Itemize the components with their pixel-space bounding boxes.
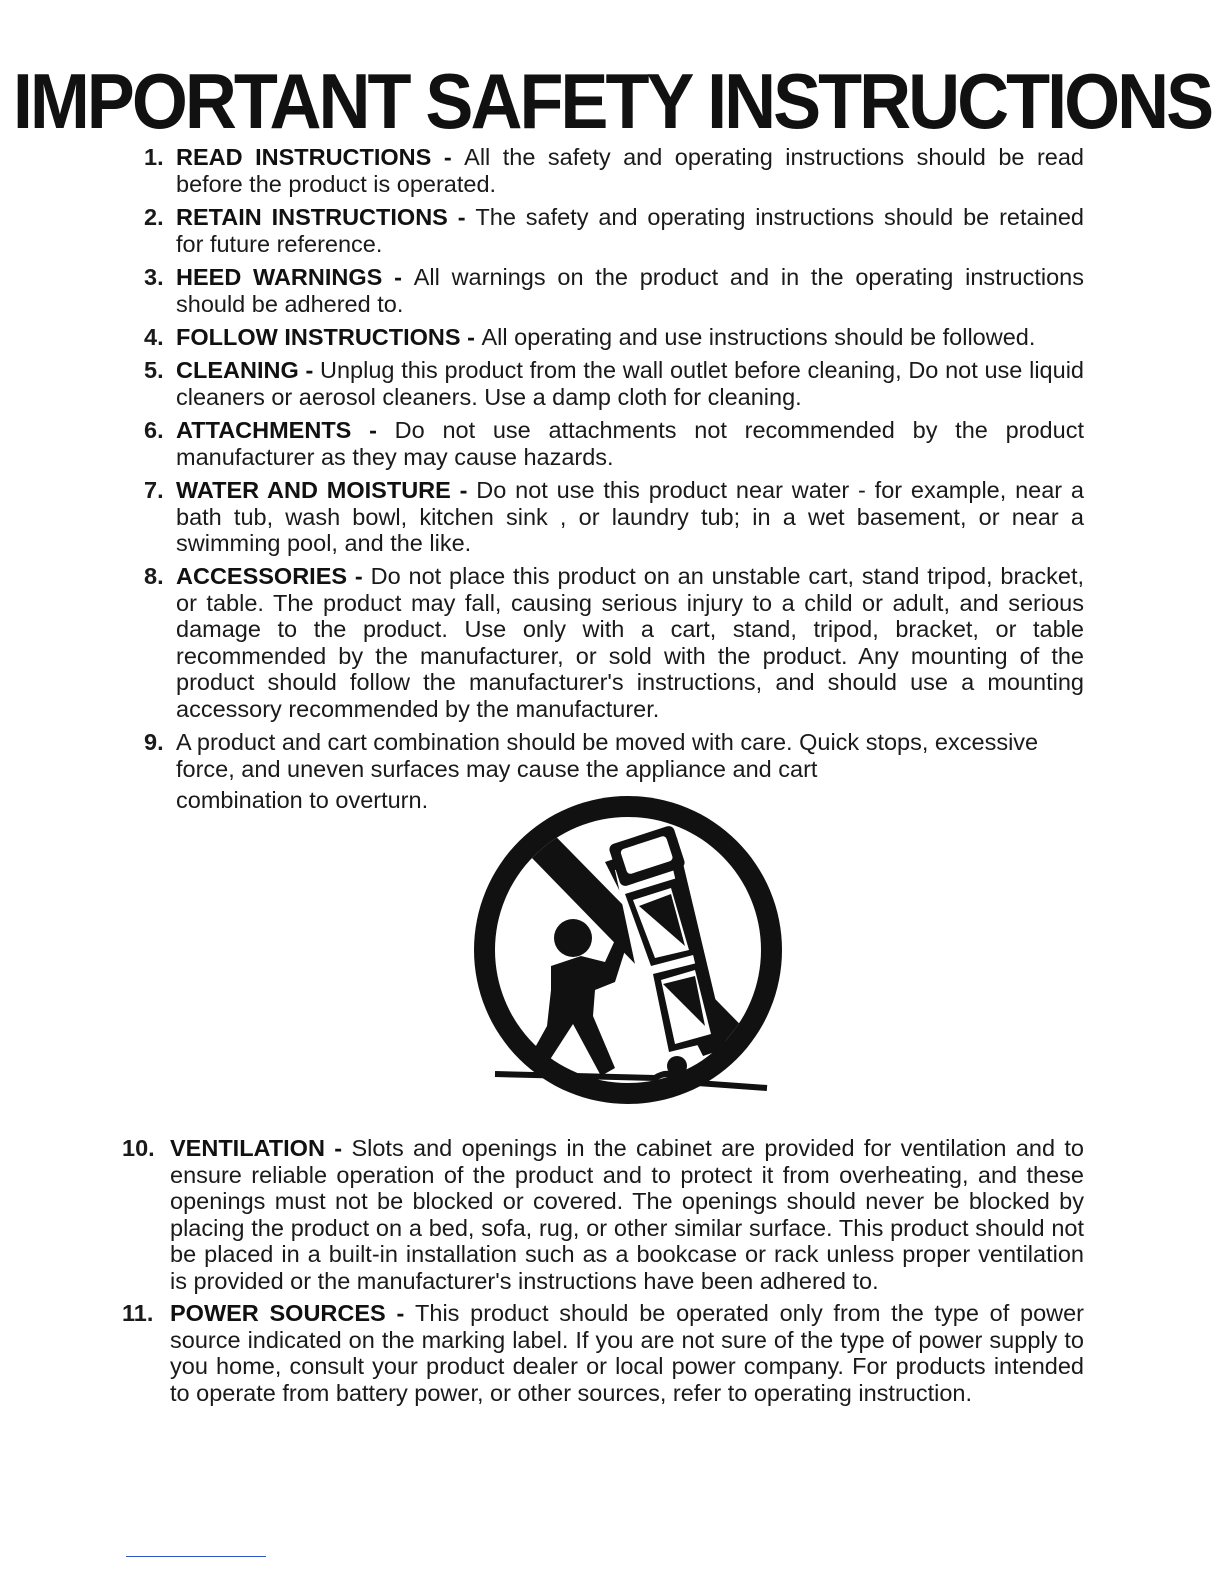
item-heading: VENTILATION [170,1135,325,1161]
item-separator: - [431,144,465,170]
item-heading: RETAIN INSTRUCTIONS [176,204,448,230]
footer-rule [126,1556,266,1557]
item-separator: - [351,417,395,443]
item-number: 4. [144,324,164,350]
item-heading: POWER SOURCES [170,1300,386,1326]
item-separator: - [347,563,371,589]
item-separator: - [324,1135,352,1161]
item-number: 11. [122,1300,154,1326]
item-number: 6. [144,417,164,443]
item-number: 5. [144,357,164,383]
item-heading: CLEANING [176,357,299,383]
list-item [144,417,1084,470]
item-number: 3. [144,264,164,290]
item-text: All warnings on the product and in the operating instructions should be adhered to. [176,264,1084,317]
list-item [144,144,1084,197]
item-number: 9. [144,729,164,755]
item-separator: - [385,1300,416,1326]
item-text: Slots and openings in the cabinet are provided for ventilation and to ensure reliable operation of the product and to protect it from overheating, and these openings must not be blocked or covered. The openings should never be blocked by placing the product on a bed, sofa, rug, or other similar surface. This product should not be placed in a built-in installation such as a bookcase or rack unless proper ventilation is provided or the manufacturer's instructions have been adhered to. [170,1135,1085,1294]
list-item [144,357,1084,410]
item-text: The safety and operating instructions should be retained for future reference. [176,204,1084,257]
item-number: 2. [144,204,164,230]
item-heading: FOLLOW INSTRUCTIONS [176,324,461,350]
item-heading: WATER AND MOISTURE [176,477,451,503]
item-text-continued: combination to overturn. [176,787,429,813]
list-item [122,1135,1084,1294]
item-heading: ACCESSORIES [176,563,348,589]
item-text: All operating and use instructions should be followed. [481,324,1036,350]
item-text: All the safety and operating instructions should be read before the product is operated. [176,144,1084,197]
list-item [144,264,1084,317]
list-item [144,729,1084,782]
item-heading: READ INSTRUCTIONS [176,144,432,170]
list-item [122,1300,1084,1406]
page-title: IMPORTANT SAFETY INSTRUCTIONS [12,58,1212,146]
item-heading: HEED WARNINGS [176,264,383,290]
item-heading: ATTACHMENTS [176,417,352,443]
item-number: 1. [144,144,164,170]
item-separator: - [447,204,476,230]
item-separator: - [382,264,414,290]
item-text: Do not use attachments not recommended by the product manufacturer as they may cause hazards. [176,417,1084,470]
item-separator: - [450,477,477,503]
list-item [144,204,1084,257]
item-text: Do not use this product near water - for example, near a bath tub, wash bowl, kitchen sink , or laundry tub; in a wet basement, or near a swimming pool, and the like. [176,477,1084,556]
item-text: A product and cart combination should be moved with care. Quick stops, excessive force, and uneven surfaces may cause the appliance and cart [176,729,1039,782]
item-number: 7. [144,477,164,503]
item-number: 10. [122,1135,155,1161]
cart-tip-over-warning-icon [455,790,805,1110]
item-text: Do not place this product on an unstable cart, stand tripod, bracket, or table. The product may fall, causing serious injury to a child or adult, and serious damage to the product. Use only with a cart, stand, tripod, bracket, or table recommended by the manufacturer, or sold with the product. Any mounting of the product should follow the manufacturer's instructions, and should use a mounting accessory recommended by the manufacturer. [176,563,1084,722]
item-text: This product should be operated only from the type of power source indicated on the marking label. If you are not sure of the type of power supply to you home, consult your product dealer or local power company. For products intended to operate from battery power, or other sources, refer to operating instruction. [170,1300,1085,1406]
item-separator: - [460,324,482,350]
item-separator: - [298,357,321,383]
item-text: Unplug this product from the wall outlet before cleaning, Do not use liquid cleaners or aerosol cleaners. Use a damp cloth for cleaning. [176,357,1084,410]
list-item [144,477,1084,557]
item-number: 8. [144,563,164,589]
list-item [144,563,1084,722]
list-item [144,324,1084,351]
